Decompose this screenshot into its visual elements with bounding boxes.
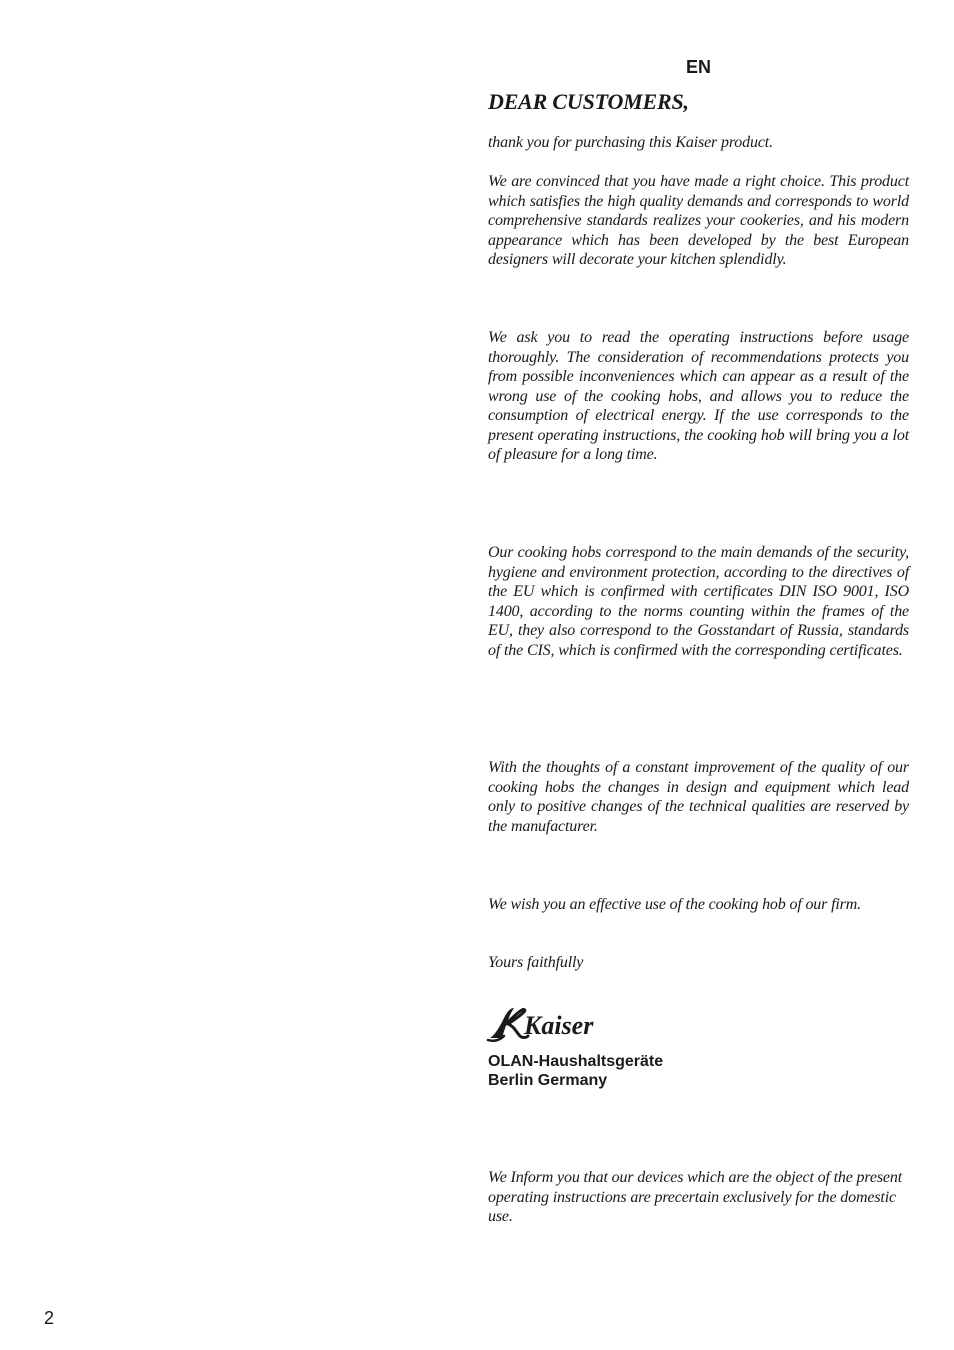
page-title: DEAR CUSTOMERS, <box>488 89 689 114</box>
paragraph-thanks: thank you for purchasing this Kaiser product. <box>488 134 773 151</box>
company-name: OLAN-Haushaltsgeräte <box>488 1053 664 1070</box>
svg-text:Kaiser: Kaiser <box>524 1011 594 1040</box>
paragraph-wish: We wish you an effective use of the cooking hob of our firm. <box>488 896 862 913</box>
kaiser-logo-icon <box>486 1000 610 1044</box>
paragraph-improvement: With the thoughts of a constant improvement of the quality of our cooking hobs the changes in design and equipment which lead only to positive changes of the technical qualities are reserved by the manufacturer. <box>488 759 909 835</box>
domestic-use-notice: We Inform you that our devices which are the object of the present operating instructions are precertain exclusively for the domestic use. <box>488 1169 903 1225</box>
paragraph-choice: We are convinced that you have made a right choice. This product which satisfies the high quality demands and corresponds to world comprehensive standards realizes your cookeries, and his modern appearance which has been developed by the best European designers will decorate your kitchen splendidly. <box>488 173 909 268</box>
company-location: Berlin Germany <box>488 1072 608 1089</box>
paragraph-standards: Our cooking hobs correspond to the main demands of the security, hygiene and environment protection, according to the directives of the EU which is confirmed with certificates DIN ISO 9001, ISO 1400, according to the norms counting within the frames of the EU, they also correspond to the Gosstandart of Russia, standards of the CIS, which is confirmed with the corresponding certificates. <box>488 544 909 659</box>
language-label: EN <box>686 57 712 77</box>
paragraph-instructions: We ask you to read the operating instructions before usage thoroughly. The consideration of recommendations protects you from possible inconveniences which can appear as a result of the wrong use of the cooking hobs, and allows you to reduce the consumption of electrical energy. If the use corresponds to the present operating instructions, the cooking hob will bring you a lot of pleasure for a long time. <box>488 329 909 463</box>
paragraph-closing: Yours faithfully <box>488 954 584 971</box>
page-number: 2 <box>44 1308 55 1328</box>
